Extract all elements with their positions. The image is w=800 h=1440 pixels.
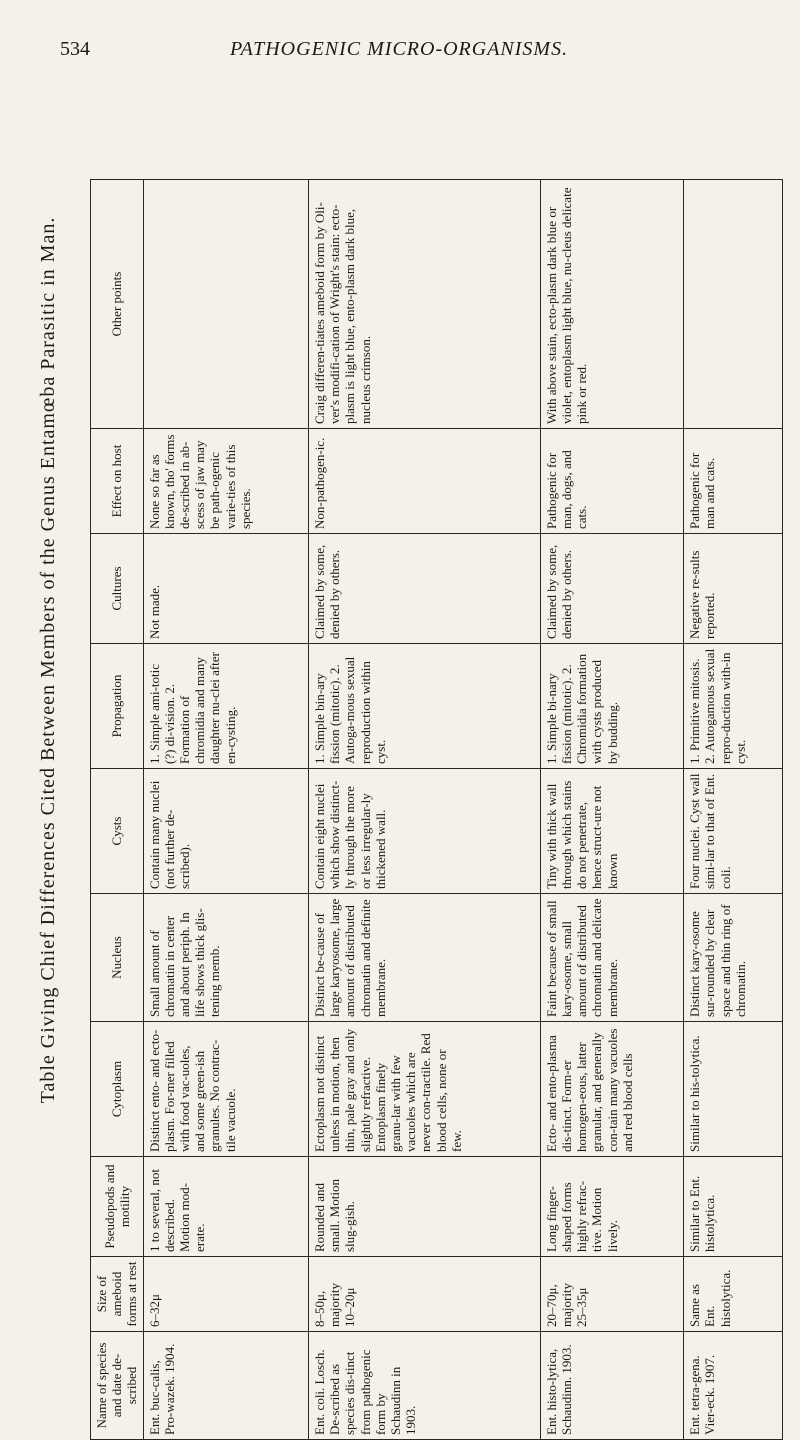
cell-pseudopods: 1 to several, not described. Motion mod-erate. [143, 1157, 308, 1257]
cell-size: Same as Ent. histolytica. [684, 1257, 783, 1332]
column-header-nucleus: Nucleus [91, 894, 144, 1022]
cell-cysts: Tiny with thick wall through which stains do not penetrate, hence struct-ure not known [540, 769, 683, 894]
cell-cysts: Four nuclei. Cyst wall simi-lar to that of Ent. coli. [684, 769, 783, 894]
cell-pseudopods: Long finger-shaped forms highly refrac-tive. Motion lively. [540, 1157, 683, 1257]
cell-name: Ent. histo-lytica, Schaudinn. 1903. [540, 1332, 683, 1440]
running-head: PATHOGENIC MICRO-ORGANISMS. [230, 38, 569, 60]
cell-effect: Pathogenic for man, dogs, and cats. [540, 429, 683, 534]
cell-cytoplasm: Ectoplasm not distinct unless in motion, then thin, pale gray and only slightly refractive. Entoplasm finely granu-lar with few vacuoles which are never con-tractile. Red blood cells, none or few. [308, 1022, 540, 1157]
cell-cultures: Not made. [143, 534, 308, 644]
cell-other: With above stain, ecto-plasm dark blue or violet, entoplasm light blue, nu-cleus delicate pink or red. [540, 180, 683, 429]
cell-size: 6–32μ [143, 1257, 308, 1332]
comparison-table [90, 179, 783, 1440]
cell-pseudopods: Similar to Ent. histolytica. [684, 1157, 783, 1257]
cell-nucleus: Distinct kary-osome sur-rounded by clear space and thin ring of chromatin. [684, 894, 783, 1022]
cell-other [684, 180, 783, 429]
cell-name: Ent. tetra-gena. Vier-eck. 1907. [684, 1332, 783, 1440]
table-row [540, 180, 683, 1440]
table-row [143, 180, 308, 1440]
header-row [91, 180, 144, 1440]
table-row [684, 180, 783, 1440]
cell-cysts: Contain eight nuclei which show distinct-ly through the more or less irregular-ly thickened wall. [308, 769, 540, 894]
cell-propagation: 1. Simple bi-nary fission (mitotic). 2. Chromidia formation with cysts produced by budding. [540, 644, 683, 769]
table-row [308, 180, 540, 1440]
column-header-size: Size of ameboid forms at rest [91, 1257, 144, 1332]
column-header-propagation: Propagation [91, 644, 144, 769]
column-header-other: Other points [91, 180, 144, 429]
cell-other [143, 180, 308, 429]
cell-cultures: Negative re-sults reported. [684, 534, 783, 644]
cell-effect: Pathogenic for man and cats. [684, 429, 783, 534]
cell-cytoplasm: Ecto- and ento-plasma dis-tinct. Form-er homogen-eous, latter granular, and generally con-tain many vacuoles and red blood cells [540, 1022, 683, 1157]
cell-size: 20–70μ, majority 25–35μ [540, 1257, 683, 1332]
cell-propagation: 1. Simple ami-totic (?) di-vision. 2. Formation of chromidia and many daughter nu-clei after en-cysting. [143, 644, 308, 769]
cell-propagation: 1. Simple bin-ary fission (mitotic). 2. Autoga-mous sexual reproduction within cyst. [308, 644, 540, 769]
cell-name: Ent. buc-calis, Pro-wazek. 1904. [143, 1332, 308, 1440]
cell-cysts: Contain many nuclei (not further de-scribed). [143, 769, 308, 894]
cell-nucleus: Faint because of small kary-osome, small amount of distributed chromatin and delicate membrane. [540, 894, 683, 1022]
cell-size: 8–50μ, majority 10–20μ [308, 1257, 540, 1332]
column-header-cultures: Cultures [91, 534, 144, 644]
column-header-pseudopods: Pseudopods and motility [91, 1157, 144, 1257]
cell-cultures: Claimed by some, denied by others. [540, 534, 683, 644]
cell-effect: Non-pathogen-ic. [308, 429, 540, 534]
cell-effect: None so far as known, tho' forms de-scribed in ab-scess of jaw may be path-ogenic varie-ties of this species. [143, 429, 308, 534]
cell-other: Craig differen-tiates ameboid form by Oli-ver's modifi-cation of Wright's stain: ecto-plasm is light blue, ento-plasm dark blue, nucleus crimson. [308, 180, 540, 429]
cell-propagation: 1. Primitive mitosis. 2. Autogamous sexual repro-duction with-in cyst. [684, 644, 783, 769]
page-number: 534 [60, 38, 90, 60]
cell-pseudopods: Rounded and small. Motion slug-gish. [308, 1157, 540, 1257]
comparison-table-wrapper [90, 180, 783, 1440]
cell-cultures: Claimed by some, denied by others. [308, 534, 540, 644]
cell-cytoplasm: Distinct ento- and ecto-plasm. For-mer filled with food vac-uoles, and some green-ish granules. No contrac-tile vacuole. [143, 1022, 308, 1157]
cell-name: Ent. coli. Losch. De-scribed as species dis-tinct from pathogenic form by Schaudinn in 1903. [308, 1332, 540, 1440]
column-header-cytoplasm: Cytoplasm [91, 1022, 144, 1157]
column-header-cysts: Cysts [91, 769, 144, 894]
table-title: Table Giving Chief Differences Cited Between Members of the Genus Entamœba Parasitic in Man. [37, 216, 59, 1104]
cell-cytoplasm: Similar to his-tolytica. [684, 1022, 783, 1157]
column-header-name: Name of species and date de-scribed [91, 1332, 144, 1440]
cell-nucleus: Small amount of chromatin in center and about periph. In life shows thick glis-tening memb. [143, 894, 308, 1022]
cell-nucleus: Distinct be-cause of large karyosome, large amount of distributed chromatin and definite membrane. [308, 894, 540, 1022]
column-header-effect: Effect on host [91, 429, 144, 534]
